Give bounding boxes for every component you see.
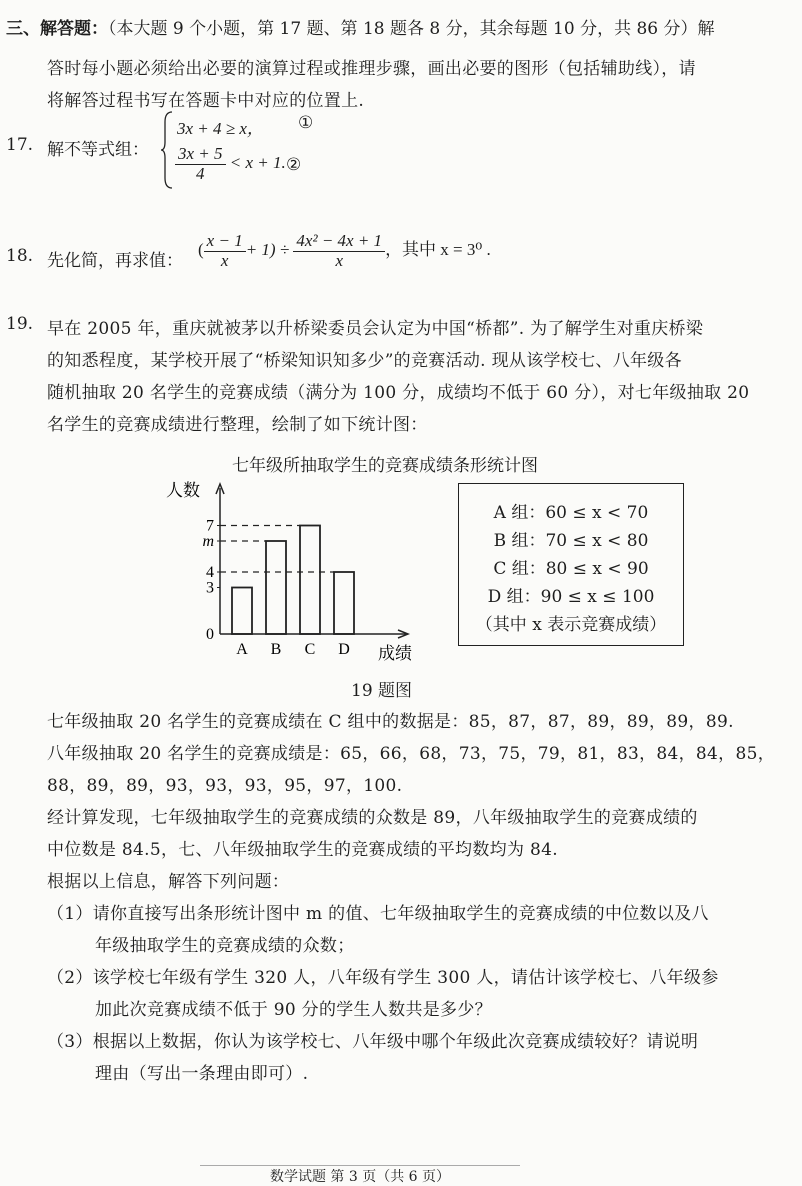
section-label: 三、解答题：	[6, 19, 108, 39]
q19-data-line: 根据以上信息，解答下列问题：	[47, 872, 290, 892]
bar-C	[300, 526, 320, 635]
q19-data-line: 经计算发现，七年级抽取学生的竞赛成绩的众数是 89，八年级抽取学生的竞赛成绩的	[47, 808, 698, 828]
q19-data-line: 中位数是 84.5，七、八年级抽取学生的竞赛成绩的平均数均为 84.	[47, 840, 558, 860]
chart-title: 七年级所抽取学生的竞赛成绩条形统计图	[232, 456, 538, 476]
x-tick-label: A	[236, 641, 248, 658]
y-tick-label: m	[202, 533, 214, 550]
q18-prompt: 先化简，再求值：	[47, 251, 183, 271]
page-footer: 数学试题 第 3 页（共 6 页）	[200, 1165, 520, 1186]
q17-brace	[160, 110, 174, 190]
section-header-line1	[6, 14, 715, 39]
y-axis-label: 人数	[166, 481, 200, 501]
x-tick-label: B	[270, 641, 282, 658]
section-header-line3: 将解答过程书写在答题卡中对应的位置上.	[47, 91, 365, 111]
bar-A	[232, 588, 252, 635]
q17-mark2: ②	[286, 155, 302, 175]
q19-para-line: 名学生的竞赛成绩进行整理，绘制了如下统计图：	[47, 415, 428, 435]
legend-row-d: D 组：90 ≤ x ≤ 100	[487, 587, 655, 607]
group-legend	[458, 483, 684, 646]
q19-sub3-line1: （3）根据以上数据，你认为该学校七、八年级中哪个年级此次竞赛成绩较好？请说明	[47, 1032, 699, 1052]
section-instructions: （本大题 9 个小题，第 17 题、第 18 题各 8 分，其余每题 10 分，共 86 分）解	[108, 19, 715, 39]
q19-data-line: 七年级抽取 20 名学生的竞赛成绩在 C 组中的数据是：85，87，87，89，89，89，89.	[47, 712, 734, 732]
q19-para-line: 的知悉程度，某学校开展了“桥梁知识知多少”的竞赛活动. 现从该学校七、八年级各	[47, 351, 682, 371]
y-tick-label: 3	[206, 579, 214, 597]
q19-para-line: 早在 2005 年，重庆就被茅以升桥梁委员会认定为中国“桥都”. 为了解学生对重庆桥梁	[47, 319, 704, 339]
x-axis-label: 成绩	[378, 644, 412, 664]
bar-chart	[160, 478, 430, 668]
q19-sub3-line2: 理由（写出一条理由即可）.	[95, 1064, 309, 1084]
q19-sub1-line2: 年级抽取学生的竞赛成绩的众数；	[95, 936, 355, 956]
y-tick-label: 4	[206, 564, 214, 581]
q18-number: 18.	[6, 246, 34, 266]
q19-sub2-line1: （2）该学校七年级有学生 320 人，八年级有学生 300 人，请估计该学校七、八年级参	[47, 968, 719, 988]
q17-ineq2: $\frac{3x + 5}{4}$ < x + 1.	[175, 145, 286, 183]
q18-expression: ( $\frac{x - 1}{x}$ + 1) ÷ $\frac{\text{4x² − 4x + 1}}{x}$ ，其中 x = 3⁰ .	[198, 231, 491, 270]
bar-B	[266, 541, 286, 634]
bar-D	[334, 572, 354, 634]
legend-row-c: C 组：80 ≤ x < 90	[493, 559, 649, 579]
q19-data-line: 88，89，89，93，93，93，95，97，100.	[47, 776, 403, 796]
q17-prompt: 解不等式组：	[47, 140, 149, 160]
x-tick-label: C	[304, 641, 316, 658]
legend-row-b: B 组：70 ≤ x < 80	[493, 531, 649, 551]
q19-data-line: 八年级抽取 20 名学生的竞赛成绩是：65，66，68，73，75，79，81，83，84，84，85，	[47, 744, 775, 764]
legend-row-a: A 组：60 ≤ x < 70	[493, 503, 649, 523]
q19-para-line: 随机抽取 20 名学生的竞赛成绩（满分为 100 分，成绩均不低于 60 分），对七年级抽取 20	[47, 383, 750, 403]
q19-sub2-line2: 加此次竞赛成绩不低于 90 分的学生人数共是多少？	[95, 1000, 492, 1020]
section-header-line2: 答时每小题必须给出必要的演算过程或推理步骤，画出必要的图形（包括辅助线），请	[47, 59, 696, 79]
q17-mark1: ①	[298, 113, 314, 133]
q19-number: 19.	[6, 314, 34, 334]
q17-ineq1: 3x + 4 ≥ x，	[177, 119, 264, 138]
legend-note: （其中 x 表示竞赛成绩）	[475, 615, 667, 635]
q17-number: 17.	[6, 135, 34, 155]
q19-sub1-line1: （1）请你直接写出条形统计图中 m 的值、七年级抽取学生的竞赛成绩的中位数以及八	[47, 904, 709, 924]
figure-caption: 19 题图	[351, 681, 413, 701]
y-tick-label: 7	[206, 517, 214, 535]
y-tick-label: 0	[206, 626, 214, 643]
x-tick-label: D	[338, 641, 350, 658]
